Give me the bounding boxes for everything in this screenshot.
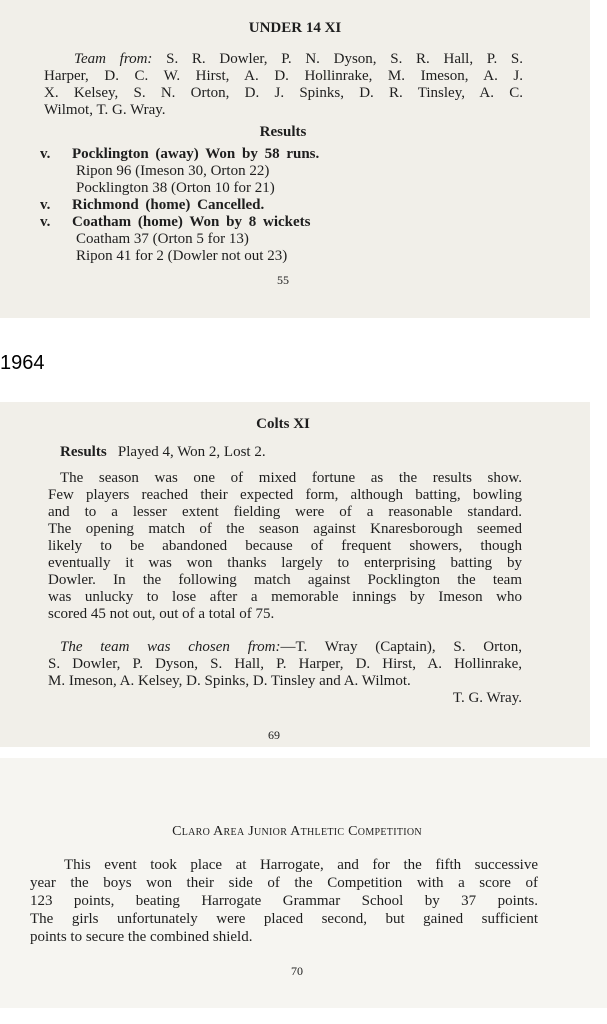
match-line-richmond: Richmond (home) Cancelled. <box>72 197 265 213</box>
match-detail: Ripon 41 for 2 (Dowler not out 23) <box>76 248 288 264</box>
claro-page-scan <box>0 758 607 1008</box>
colts-para-line: likely to be abandoned because of frequent showers, though <box>48 538 522 554</box>
year-label: 1964 <box>0 352 45 374</box>
colts-signature: T. G. Wray. <box>452 690 522 706</box>
colts-para-line: eventually it was won thanks largely to enterprising batting by <box>48 555 522 571</box>
colts-para-line: was unlucky to lose after a memorable innings by Imeson who <box>48 589 522 605</box>
colts-results-line <box>60 444 266 460</box>
colts-team-label: The team was chosen from: <box>60 639 281 655</box>
colts-para-line: scored 45 not out, out of a total of 75. <box>48 606 275 622</box>
under14-results-heading: Results <box>259 124 307 140</box>
colts-para-line: and to a lesser extent fielding were of a reasonable standard. <box>48 504 522 520</box>
under14-team-line-3: X. Kelsey, S. N. Orton, D. J. Spinks, D. R. Tinsley, A. C. <box>44 85 523 101</box>
colts-heading: Colts XI <box>256 416 310 432</box>
colts-page-scan <box>0 402 590 747</box>
under14-heading: UNDER 14 XI <box>248 20 342 36</box>
page-number: 70 <box>291 964 303 978</box>
match-v-1: v. <box>40 146 51 162</box>
claro-para-line: year the boys won their side of the Competition with a score of <box>30 875 538 891</box>
match-detail: Ripon 96 (Imeson 30, Orton 22) <box>76 163 270 179</box>
colts-para-line: The season was one of mixed fortune as the results show. <box>60 470 522 486</box>
page-number: 55 <box>277 273 289 287</box>
claro-para-line: The girls unfortunately were placed second, but gained sufficient <box>30 911 538 927</box>
colts-team-line-1: The team was chosen from:—T. Wray (Captain), S. Orton, <box>60 639 522 655</box>
colts-team-line-2: S. Dowler, P. Dyson, S. Hall, P. Harper, D. Hirst, A. Hollinrake, <box>48 656 522 672</box>
colts-para-line: Dowler. In the following match against Pocklington the team <box>48 572 522 588</box>
under14-team-line-1: Team from: S. R. Dowler, P. N. Dyson, S. R. Hall, P. S. <box>74 51 524 67</box>
under14-team-label: Team from: <box>74 51 153 67</box>
colts-para-line: Few players reached their expected form, although batting, bowling <box>48 487 522 503</box>
claro-para-line: This event took place at Harrogate, and for the fifth successive <box>64 857 538 873</box>
colts-results-label: Results <box>60 444 107 460</box>
claro-para-line: points to secure the combined shield. <box>30 929 253 945</box>
match-v-3: v. <box>40 214 51 230</box>
match-detail: Pocklington 38 (Orton 10 for 21) <box>76 180 275 196</box>
under14-page-scan <box>0 0 590 318</box>
claro-para-line: 123 points, beating Harrogate Grammar School by 37 points. <box>30 893 538 909</box>
page-number: 69 <box>268 728 280 742</box>
under14-team-line-2: Harper, D. C. W. Hirst, A. D. Hollinrake, M. Imeson, A. J. <box>44 68 523 84</box>
match-detail: Coatham 37 (Orton 5 for 13) <box>76 231 249 247</box>
claro-heading: Claro Area Junior Athletic Competition <box>172 824 422 839</box>
match-v-2: v. <box>40 197 51 213</box>
match-line-coatham: Coatham (home) Won by 8 wickets <box>72 214 311 230</box>
colts-team-line-3: M. Imeson, A. Kelsey, D. Spinks, D. Tinsley and A. Wilmot. <box>48 673 411 689</box>
under14-team-line-4: Wilmot, T. G. Wray. <box>44 102 166 118</box>
match-line-pocklington: Pocklington (away) Won by 58 runs. <box>72 146 320 162</box>
colts-results-summary: Played 4, Won 2, Lost 2. <box>117 444 266 460</box>
colts-para-line: The opening match of the season against Knaresborough seemed <box>48 521 522 537</box>
